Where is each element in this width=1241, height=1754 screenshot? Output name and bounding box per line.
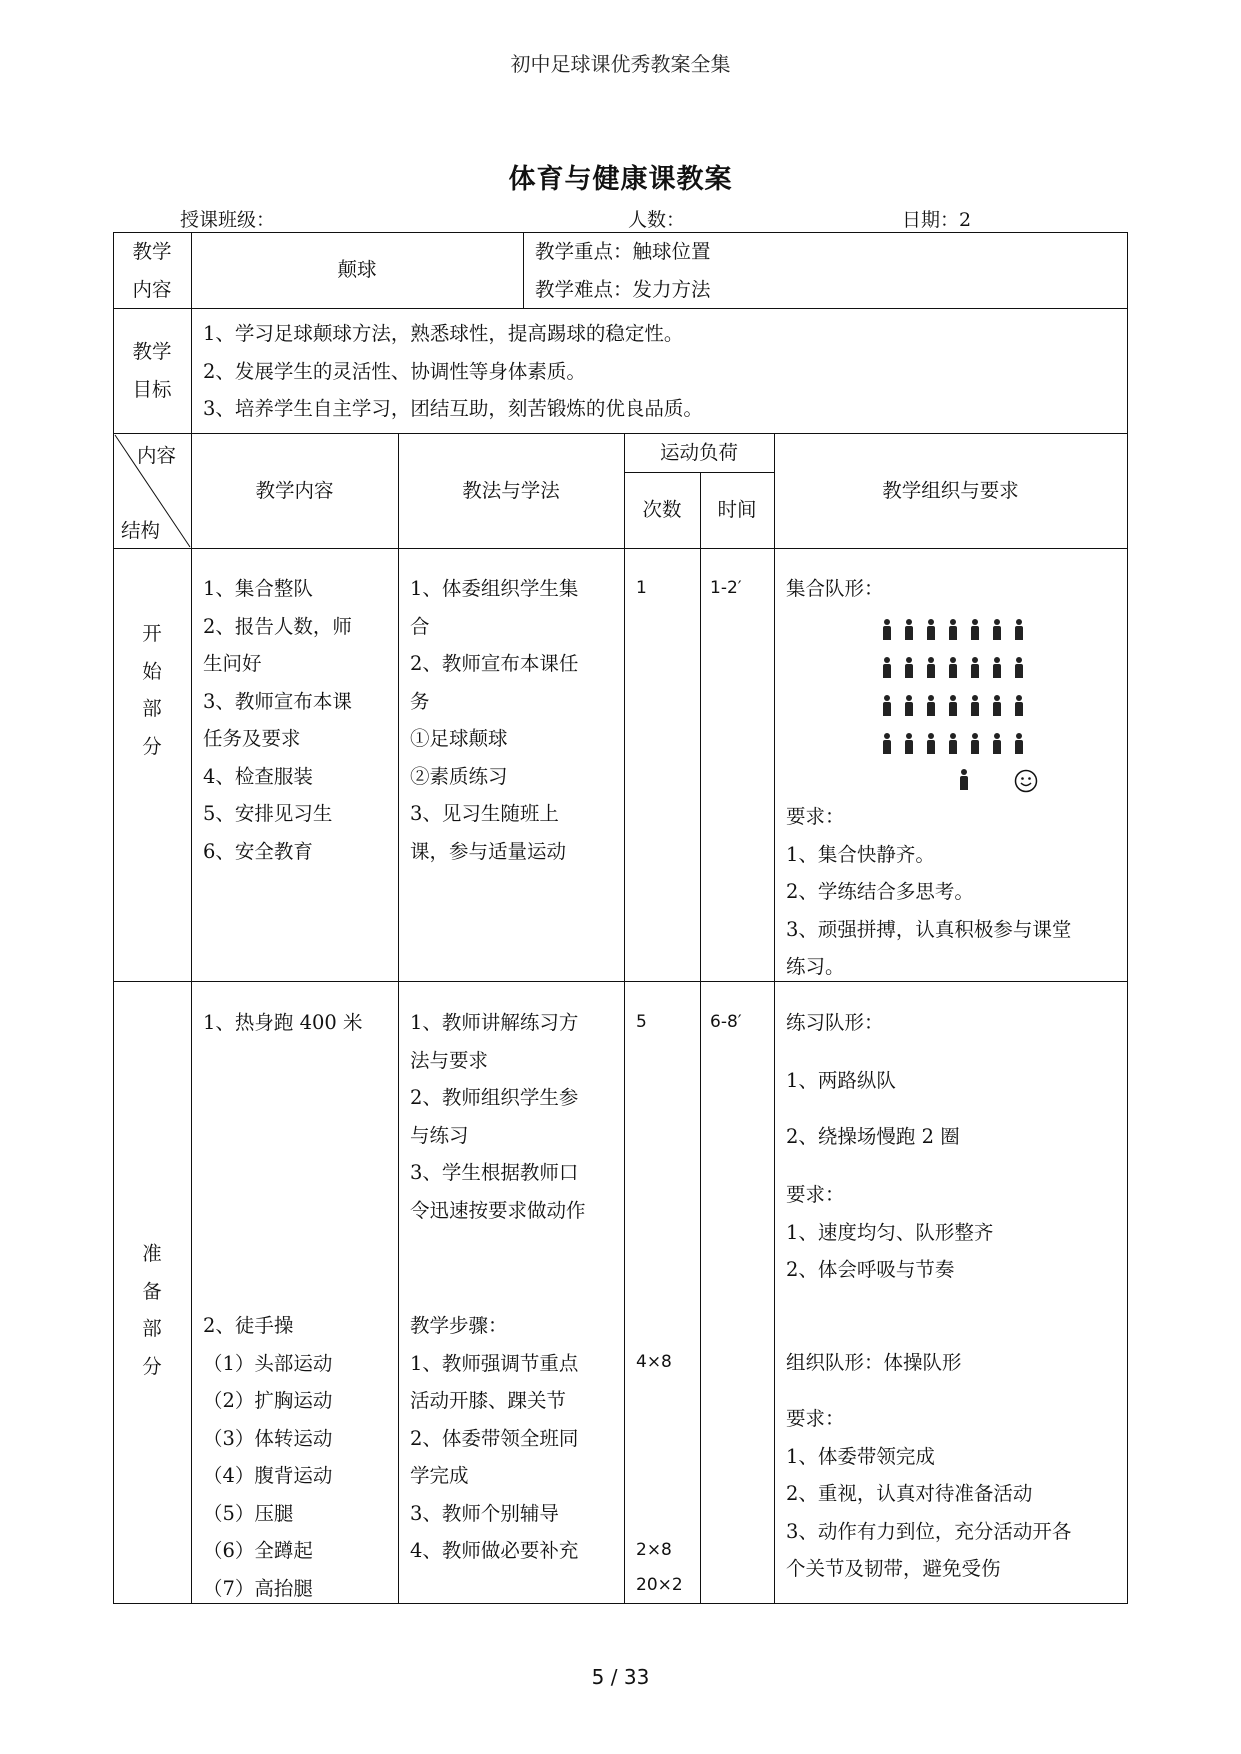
person-icon — [905, 695, 913, 717]
content-label: 教学 内容 — [132, 240, 172, 301]
prep-duration-warmup: 6-8′ — [710, 1012, 742, 1032]
person-icon — [993, 619, 1001, 641]
start-section-label: 开 始 部 分 — [142, 622, 162, 758]
start-times: 1 — [636, 578, 647, 598]
person-icon — [993, 695, 1001, 717]
person-icon — [971, 733, 979, 755]
person-icon — [1015, 657, 1023, 679]
person-icon — [883, 733, 891, 755]
prep-times-exercises: 20×2 — [636, 1575, 683, 1595]
start-org-title: 集合队形： — [786, 577, 884, 600]
prep-method-warmup: 1、教师讲解练习方 法与要求 2、教师组织学生参 与练习 3、学生根据教师口 令迅速按要求做动作 — [410, 1011, 586, 1222]
person-icon — [905, 657, 913, 679]
smiley-face-icon — [1014, 769, 1038, 793]
person-icon — [927, 619, 935, 641]
person-icon — [905, 733, 913, 755]
goal-item: 2、发展学生的灵活性、协调性等身体素质。 — [203, 359, 586, 383]
goal-item: 3、培养学生自主学习，团结互助，刻苦锻炼的优良品质。 — [203, 397, 703, 420]
prep-times-warmup: 5 — [636, 1012, 647, 1032]
assembly-formation — [883, 619, 1037, 771]
person-icon — [927, 657, 935, 679]
goals-list — [203, 315, 703, 428]
person-icon — [971, 657, 979, 679]
person-icon — [949, 733, 957, 755]
person-icon — [993, 657, 1001, 679]
prep-org-item: 1、两路纵队 — [786, 1069, 896, 1092]
prep-times-exercises: 2×8 — [636, 1540, 672, 1560]
prep-content-warmup: 1、热身跑 400 米 — [203, 1011, 363, 1034]
content-value: 颠球 — [337, 258, 377, 281]
header-method: 教法与学法 — [462, 479, 560, 502]
rule — [624, 433, 625, 1604]
rule — [523, 232, 524, 309]
person-icon — [905, 619, 913, 641]
person-icon — [1015, 695, 1023, 717]
prep-section-label: 准 备 部 分 — [142, 1242, 162, 1378]
diag-top-label: 内容 — [137, 444, 177, 467]
person-icon — [949, 657, 957, 679]
person-icon — [883, 695, 891, 717]
header-org: 教学组织与要求 — [882, 479, 1019, 502]
rule — [700, 472, 701, 1604]
header-content: 教学内容 — [255, 479, 334, 502]
goal-label: 教学 目标 — [132, 340, 172, 401]
rule — [624, 472, 774, 473]
header-times: 次数 — [642, 498, 682, 521]
prep-requirements-b: 要求： 1、体委带领完成 2、重视，认真对待准备活动 3、动作有力到位，充分活动开各 个关节及韧带，避免受伤 — [786, 1407, 1072, 1580]
prep-org-formation: 组织队形：体操队形 — [786, 1351, 962, 1374]
page-number: 5 / 33 — [591, 1665, 650, 1689]
person-icon — [993, 733, 1001, 755]
person-icon — [971, 619, 979, 641]
difficulty: 教学难点：发力方法 — [535, 278, 711, 301]
teacher-person-icon — [960, 769, 968, 791]
prep-org-title: 练习队形： — [786, 1011, 884, 1034]
prep-requirements-a: 要求： 1、速度均匀、队形整齐 2、体会呼吸与节奏 — [786, 1183, 994, 1281]
rule — [398, 433, 399, 1604]
rule — [113, 548, 1128, 549]
count-label: 人数： — [628, 209, 686, 231]
page-title: 体育与健康课教案 — [508, 164, 733, 195]
person-icon — [1015, 619, 1023, 641]
start-requirements: 要求： 1、集合快静齐。 2、学练结合多思考。 3、顽强拼搏，认真积极参与课堂 练习。 — [786, 805, 1072, 978]
class-label: 授课班级： — [180, 209, 276, 231]
prep-method-exercises: 教学步骤： 1、教师强调节重点 活动开膝、踝关节 2、体委带领全班同 学完成 3、教师个别辅导 4、教师做必要补充 — [410, 1314, 579, 1562]
person-icon — [949, 619, 957, 641]
start-content: 1、集合整队 2、报告人数，师 生问好 3、教师宣布本课 任务及要求 4、检查服装 5、安排见习生 6、安全教育 — [203, 577, 352, 863]
rule — [113, 433, 1128, 434]
rule — [774, 433, 775, 1604]
header-duration: 时间 — [717, 498, 757, 521]
goal-item: 1、学习足球颠球方法，熟悉球性，提高踢球的稳定性。 — [203, 322, 684, 345]
person-icon — [927, 733, 935, 755]
prep-times-exercises: 4×8 — [636, 1352, 672, 1372]
rule — [1127, 232, 1128, 1604]
start-method: 1、体委组织学生集 合 2、教师宣布本课任 务 ①足球颠球 ②素质练习 3、见习生随班上 课，参与适量运动 — [410, 577, 579, 863]
person-icon — [883, 619, 891, 641]
prep-org-item: 2、绕操场慢跑 2 圈 — [786, 1125, 960, 1148]
diag-bottom-label: 结构 — [121, 519, 161, 542]
person-icon — [927, 695, 935, 717]
start-duration: 1-2′ — [710, 578, 742, 598]
header-load: 运动负荷 — [659, 441, 738, 464]
person-icon — [1015, 733, 1023, 755]
date-label: 日期：2 — [902, 209, 972, 231]
person-icon — [883, 657, 891, 679]
key-point: 教学重点：触球位置 — [535, 240, 711, 263]
prep-content-exercises: 2、徒手操 （1）头部运动 （2）扩胸运动 （3）体转运动 （4）腹背运动 （5）压腿 （6）全蹲起 （7）高抬腿 — [203, 1314, 333, 1600]
running-header: 初中足球课优秀教案全集 — [510, 52, 731, 76]
lesson-plan-table — [113, 232, 1128, 1604]
person-icon — [949, 695, 957, 717]
person-icon — [971, 695, 979, 717]
